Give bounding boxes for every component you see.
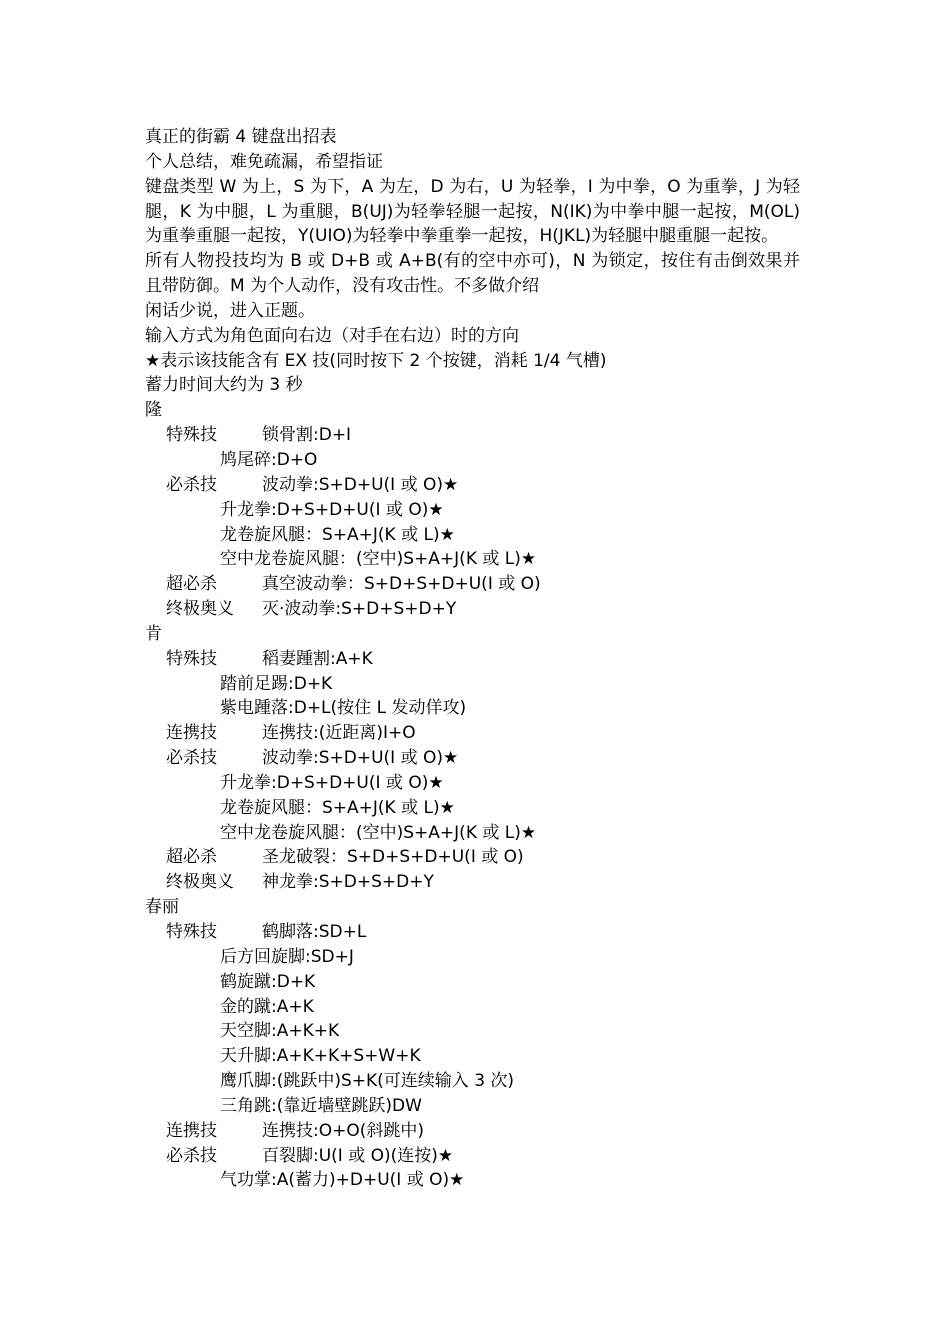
character-name: 春丽 <box>145 897 179 918</box>
move-row <box>145 870 805 895</box>
move-row <box>145 771 805 796</box>
move-category: 连携技 <box>166 1120 217 1141</box>
move-category: 连携技 <box>166 723 217 744</box>
chat-line: 闲话少说，进入正题。 <box>145 300 315 321</box>
move-category: 终极奥义 <box>166 599 234 620</box>
throws-paragraph: 所有人物投技均为 B 或 D+B 或 A+B(有的空中亦可)，N 为锁定，按住有击倒效果并且带防御。M 为个人动作，没有攻击性。不多做介绍 <box>145 251 800 297</box>
move-entry: 天空脚:A+K+K <box>220 1021 340 1042</box>
move-row <box>145 746 805 771</box>
doc-title: 真正的街霸 4 键盘出招表 <box>145 127 337 147</box>
move-row <box>145 970 805 995</box>
character-list <box>145 398 805 1193</box>
move-category: 特殊技 <box>166 922 217 942</box>
move-category: 超必杀 <box>166 574 217 595</box>
move-row <box>145 845 805 870</box>
move-row <box>145 448 805 473</box>
move-row <box>145 572 805 597</box>
ex-line: ★表示该技能含有 EX 技(同时按下 2 个按键，消耗 1/4 气槽) <box>145 350 607 371</box>
move-entry: 波动拳:S+D+U(I 或 O)★ <box>262 474 459 495</box>
move-row <box>145 696 805 721</box>
move-row <box>145 1044 805 1069</box>
move-category: 必杀技 <box>166 748 217 769</box>
move-category: 必杀技 <box>166 1145 217 1166</box>
move-category: 必杀技 <box>166 474 217 495</box>
keymap-paragraph: 键盘类型 W 为上，S 为下，A 为左，D 为右，U 为轻拳，I 为中拳，O 为重拳，J 为轻腿，K 为中腿，L 为重腿，B(UJ)为轻拳轻腿一起按，N(IK)为中拳中腿一起按，M(OL)为重拳重腿一起按，Y(UIO)为轻拳中拳重拳一起按，H(JKL)为轻腿中腿重腿一起按。 <box>145 176 800 247</box>
move-row <box>145 1144 805 1169</box>
move-row <box>145 672 805 697</box>
move-entry: 后方回旋脚:SD+J <box>220 946 354 967</box>
move-row <box>145 547 805 572</box>
move-entry: 鹰爪脚:(跳跃中)S+K(可连续输入 3 次) <box>220 1071 515 1092</box>
move-row <box>145 423 805 448</box>
move-row <box>145 995 805 1020</box>
move-entry: 稻妻踵割:A+K <box>262 648 373 669</box>
move-entry: 神龙拳:S+D+S+D+Y <box>262 872 434 893</box>
move-row <box>145 721 805 746</box>
move-entry: 灭·波动拳:S+D+S+D+Y <box>262 599 457 620</box>
move-entry: 天升脚:A+K+K+S+W+K <box>220 1046 421 1067</box>
move-entry: 连携技:O+O(斜跳中) <box>262 1120 424 1141</box>
move-row <box>145 796 805 821</box>
move-row <box>145 945 805 970</box>
move-entry: 鹤脚落:SD+L <box>262 922 367 942</box>
move-entry: 升龙拳:D+S+D+U(I 或 O)★ <box>220 499 444 520</box>
move-row <box>145 597 805 622</box>
move-row <box>145 523 805 548</box>
move-entry: 鸠尾碎:D+O <box>220 449 318 470</box>
direction-line: 输入方式为角色面向右边（对手在右边）时的方向 <box>145 325 519 346</box>
move-row <box>145 647 805 672</box>
move-row <box>145 920 805 945</box>
move-entry: 气功掌:A(蓄力)+D+U(I 或 O)★ <box>220 1170 465 1191</box>
move-entry: 金的蹴:A+K <box>220 996 314 1017</box>
move-entry: 真空波动拳：S+D+S+D+U(I 或 O) <box>262 574 541 595</box>
move-entry: 波动拳:S+D+U(I 或 O)★ <box>262 748 459 769</box>
charge-line: 蓄力时间大约为 3 秒 <box>145 375 303 396</box>
move-category: 终极奥义 <box>166 872 234 893</box>
move-entry: 龙卷旋风腿：S+A+J(K 或 L)★ <box>220 524 455 545</box>
character-name: 肯 <box>145 623 162 644</box>
move-entry: 鹤旋蹴:D+K <box>220 971 316 992</box>
move-entry: 圣龙破裂：S+D+S+D+U(I 或 O) <box>262 847 524 868</box>
move-entry: 三角跳:(靠近墙壁跳跃)DW <box>220 1095 422 1116</box>
move-entry: 空中龙卷旋风腿：(空中)S+A+J(K 或 L)★ <box>220 549 537 570</box>
move-entry: 龙卷旋风腿：S+A+J(K 或 L)★ <box>220 797 455 818</box>
move-row <box>145 1168 805 1193</box>
move-row <box>145 473 805 498</box>
move-category: 特殊技 <box>166 648 217 669</box>
move-row <box>145 1019 805 1044</box>
doc-subtitle: 个人总结，难免疏漏，希望指证 <box>145 151 383 172</box>
document-page <box>145 125 805 1193</box>
move-entry: 空中龙卷旋风腿：(空中)S+A+J(K 或 L)★ <box>220 822 537 843</box>
move-row <box>145 1094 805 1119</box>
move-row <box>145 1069 805 1094</box>
move-entry: 升龙拳:D+S+D+U(I 或 O)★ <box>220 772 444 793</box>
move-row <box>145 498 805 523</box>
move-row <box>145 1119 805 1144</box>
character-name: 隆 <box>145 400 162 421</box>
move-entry: 锁骨割:D+I <box>262 425 352 446</box>
move-entry: 紫电踵落:D+L(按住 L 发动佯攻) <box>220 698 467 719</box>
move-entry: 百裂脚:U(I 或 O)(连按)★ <box>262 1145 454 1166</box>
move-row <box>145 821 805 846</box>
move-entry: 踏前足踢:D+K <box>220 673 333 694</box>
move-category: 特殊技 <box>166 425 217 446</box>
move-category: 超必杀 <box>166 847 217 868</box>
move-entry: 连携技:(近距离)I+O <box>262 723 416 744</box>
